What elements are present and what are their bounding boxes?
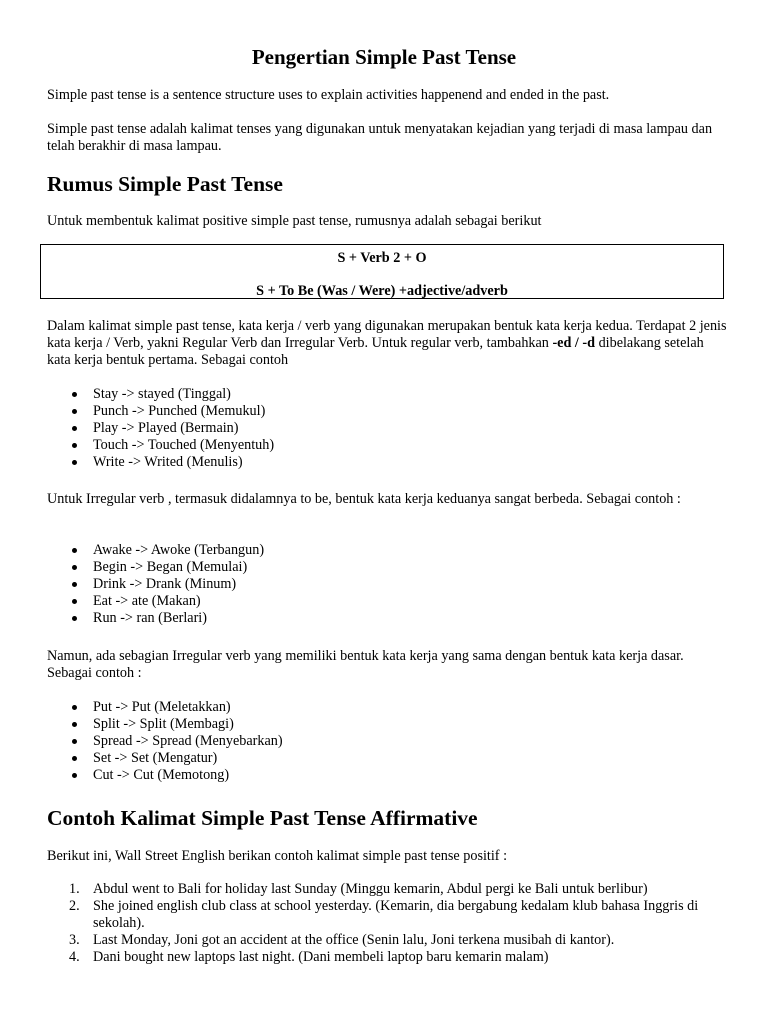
document-title: Pengertian Simple Past Tense xyxy=(251,45,517,69)
irregular-verb-paragraph: Untuk Irregular verb , termasuk didalamnya to be, bentuk kata kerja keduanya sangat berbeda. Sebagai contoh : xyxy=(47,491,681,507)
list-item xyxy=(47,949,727,966)
intro-indonesian: Simple past tense adalah kalimat tenses yang digunakan untuk menyatakan kejadian yang terjadi di masa lampau dan telah berakhir di masa lampau. xyxy=(47,121,713,154)
regular-verb-paragraph xyxy=(47,318,727,369)
list-item xyxy=(47,932,727,949)
same-form-paragraph: Namun, ada sebagian Irregular verb yang memiliki bentuk kata kerja yang sama dengan bentuk kata kerja dasar. Sebagai contoh : xyxy=(47,648,684,681)
list-number: 1. xyxy=(69,881,80,897)
list-item: Put -> Put (Meletakkan) xyxy=(47,699,727,716)
regular-text-b: dibelakang setelah kata kerja bentuk pertama. Sebagai contoh xyxy=(47,335,704,368)
formula-verb: S + Verb 2 + O xyxy=(337,250,427,266)
regular-verb-list xyxy=(47,386,727,471)
rumus-heading: Rumus Simple Past Tense xyxy=(47,172,283,196)
formula-box xyxy=(40,244,724,299)
list-item: Punch -> Punched (Memukul) xyxy=(47,403,727,420)
irregular-verb-list xyxy=(47,542,727,627)
rumus-text: Untuk membentuk kalimat positive simple past tense, rumusnya adalah sebagai berikut xyxy=(47,213,542,229)
examples-text: Berikut ini, Wall Street English berikan contoh kalimat simple past tense positif : xyxy=(47,848,508,864)
example-sentence: Last Monday, Joni got an accident at the office (Senin lalu, Joni terkena musibah di kantor). xyxy=(93,932,615,948)
list-item: Drink -> Drank (Minum) xyxy=(47,576,727,593)
formula-to-be: S + To Be (Was / Were) +adjective/adverb xyxy=(256,283,508,299)
list-item: Set -> Set (Mengatur) xyxy=(47,750,727,767)
example-sentence: She joined english club class at school yesterday. (Kemarin, dia bergabung kedalam klub bahasa Inggris di sekolah). xyxy=(93,898,699,931)
list-number: 3. xyxy=(69,932,80,948)
regular-suffix: -ed / -d xyxy=(552,335,596,351)
list-item: Cut -> Cut (Memotong) xyxy=(47,767,727,784)
intro-english: Simple past tense is a sentence structure uses to explain activities happenend and ended in the past. xyxy=(47,87,610,103)
list-item: Stay -> stayed (Tinggal) xyxy=(47,386,727,403)
list-item: Spread -> Spread (Menyebarkan) xyxy=(47,733,727,750)
list-item: Eat -> ate (Makan) xyxy=(47,593,727,610)
list-item: Touch -> Touched (Menyentuh) xyxy=(47,437,727,454)
example-sentence: Abdul went to Bali for holiday last Sunday (Minggu kemarin, Abdul pergi ke Bali untuk berlibur) xyxy=(93,881,648,897)
examples-list xyxy=(47,881,727,966)
list-item: Awake -> Awoke (Terbangun) xyxy=(47,542,727,559)
example-sentence: Dani bought new laptops last night. (Dani membeli laptop baru kemarin malam) xyxy=(93,949,549,965)
list-item: Run -> ran (Berlari) xyxy=(47,610,727,627)
examples-heading: Contoh Kalimat Simple Past Tense Affirmative xyxy=(47,806,478,830)
list-number: 2. xyxy=(69,898,80,914)
regular-text-a: Dalam kalimat simple past tense, kata kerja / verb yang digunakan merupakan bentuk kata kerja kedua. Terdapat 2 jenis kata kerja / Verb, yakni Regular Verb dan Irregular Verb. Untuk regular verb, tambahkan xyxy=(47,318,727,351)
list-item xyxy=(47,898,727,932)
list-item xyxy=(47,881,727,898)
same-form-list xyxy=(47,699,727,784)
list-number: 4. xyxy=(69,949,80,965)
list-item: Play -> Played (Bermain) xyxy=(47,420,727,437)
list-item: Begin -> Began (Memulai) xyxy=(47,559,727,576)
list-item: Write -> Writed (Menulis) xyxy=(47,454,727,471)
list-item: Split -> Split (Membagi) xyxy=(47,716,727,733)
